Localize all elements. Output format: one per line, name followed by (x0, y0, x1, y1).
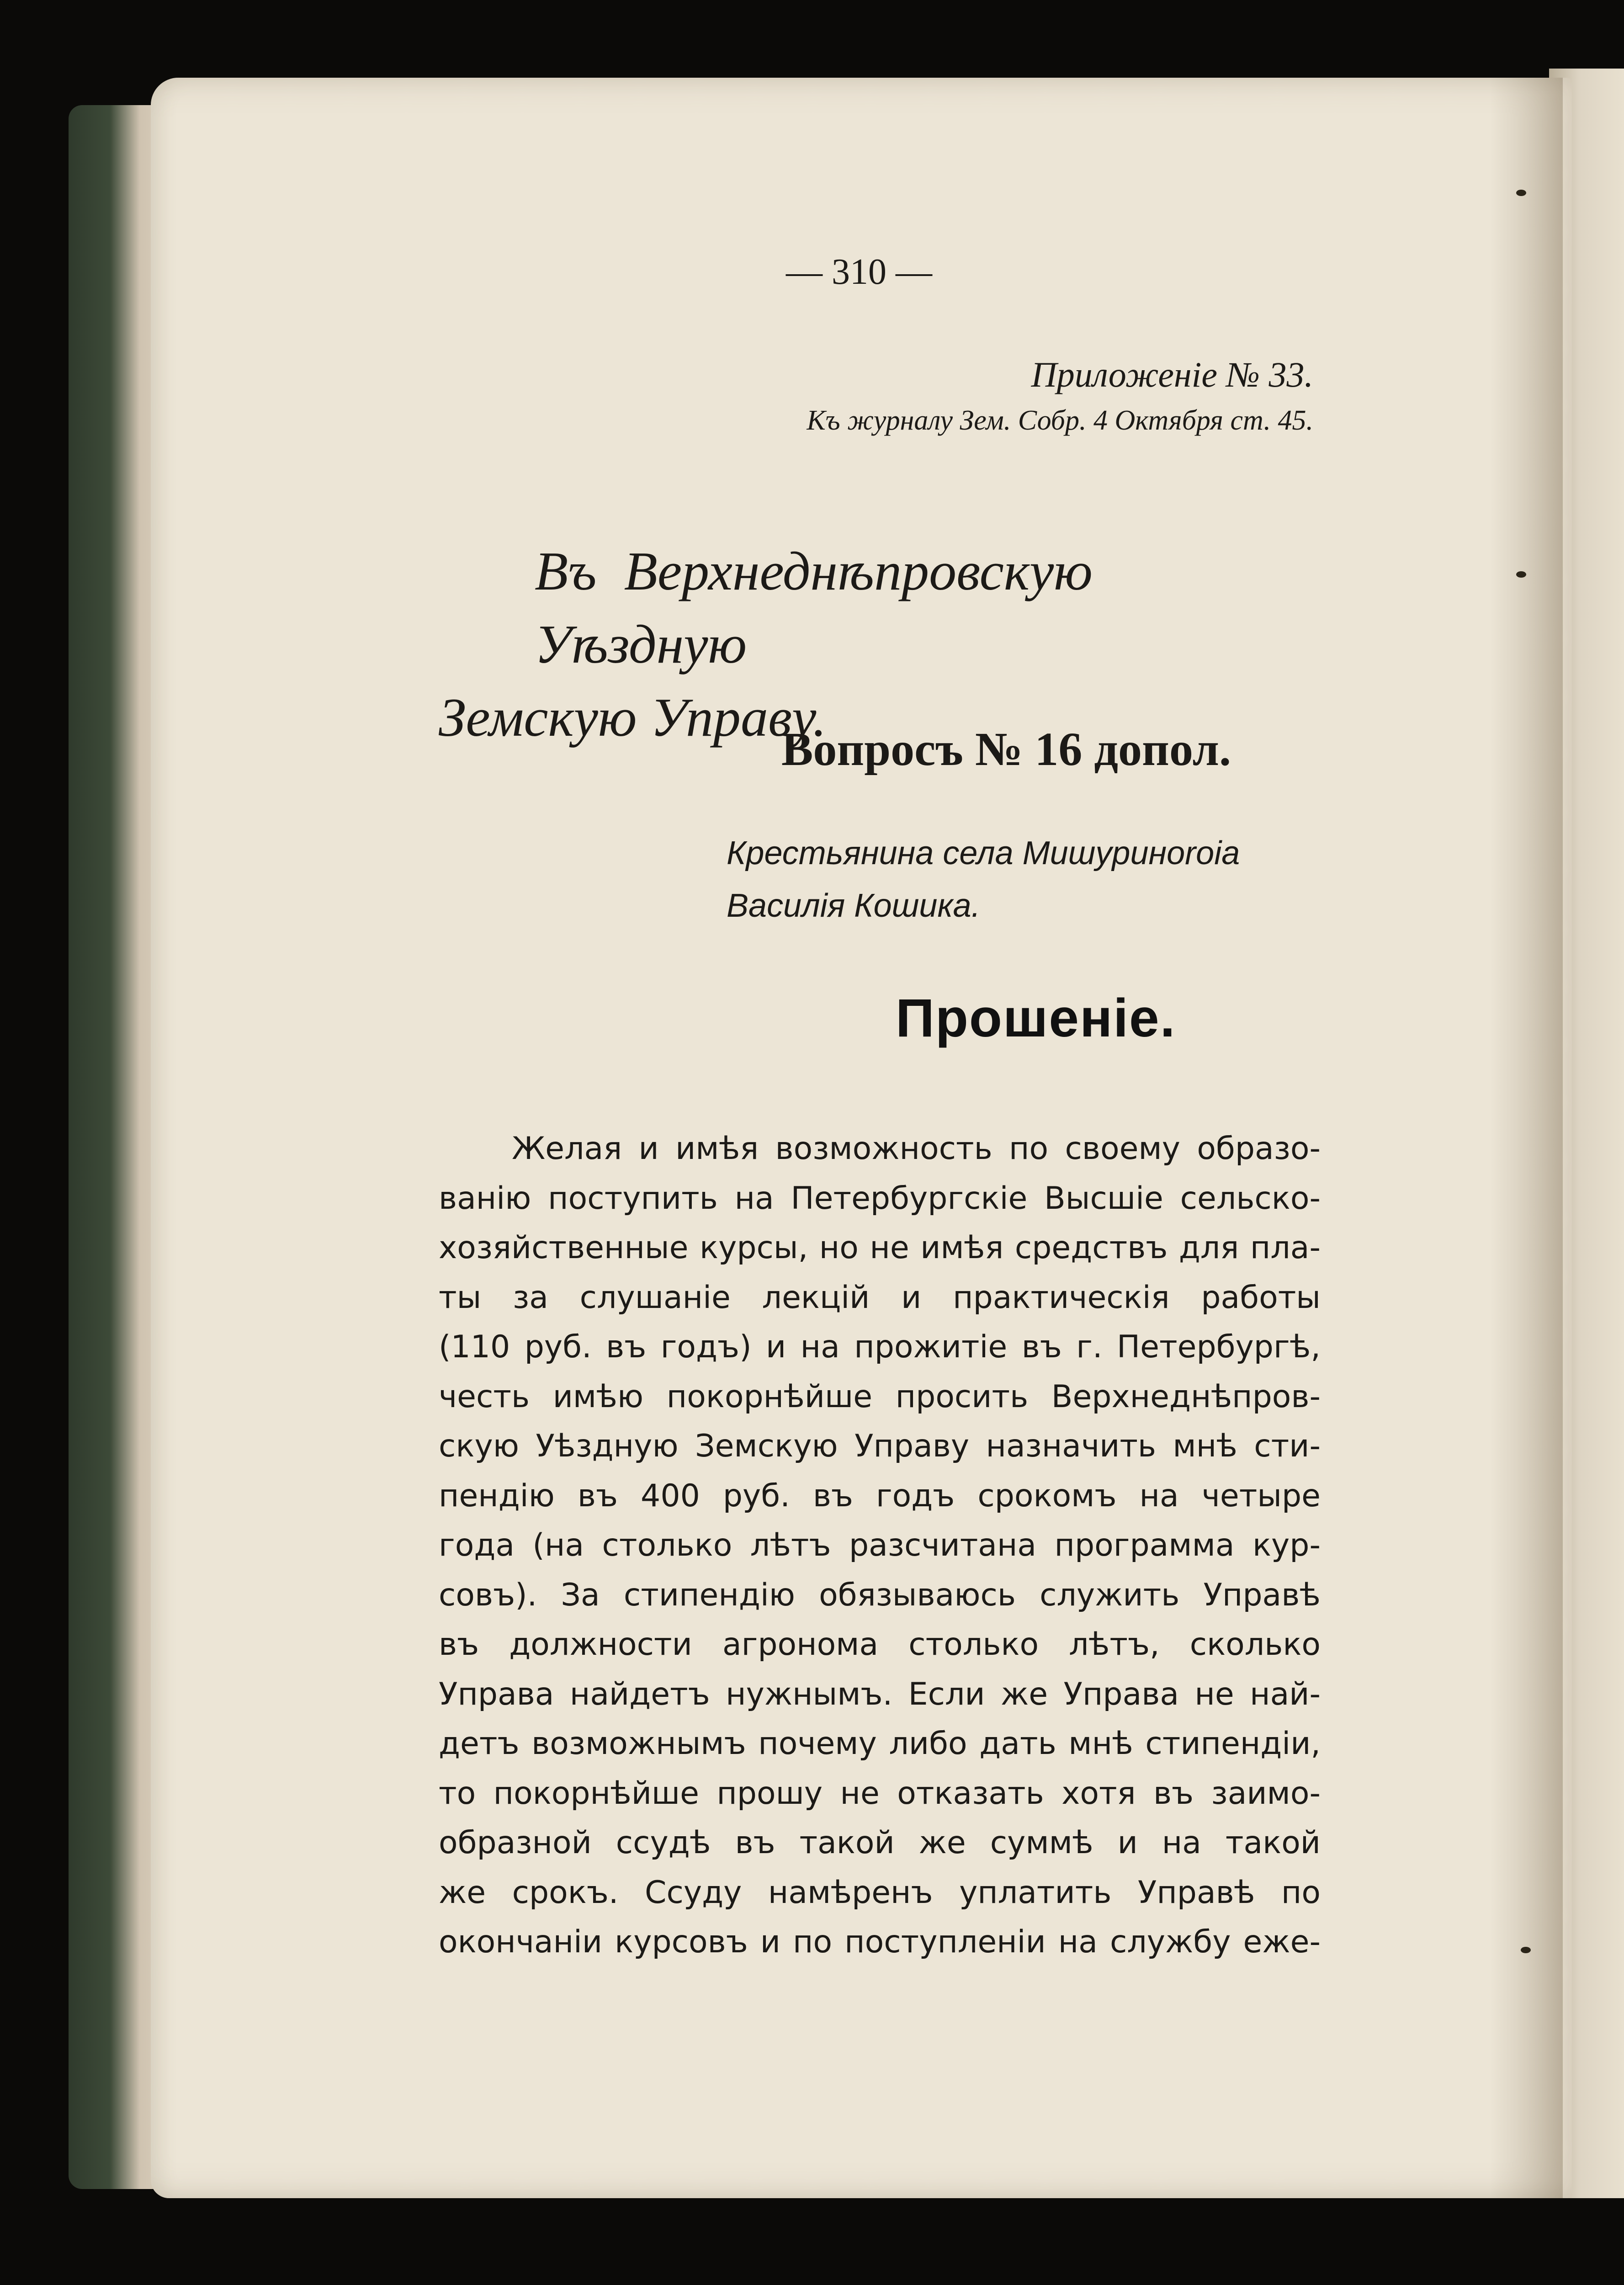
appendix-number: Приложенiе № 33. (1031, 355, 1313, 394)
body-line: года (на столько лѣтъ разсчитана программа кур- (439, 1527, 1321, 1563)
binding-mark (1516, 190, 1526, 196)
addressee-line-2: Земскую Управу. (439, 687, 827, 748)
page-number: — 310 — (786, 252, 932, 292)
body-line: честь имѣю покорнѣйше просить Верхнеднѣпров- (439, 1378, 1321, 1415)
gutter-shadow (1490, 78, 1563, 2198)
petitioner-line-1: Крестьянина села Мишуриноrоiа (727, 835, 1240, 871)
petitioner-line-2: Василiя Кошика. (727, 887, 981, 924)
body-line: Управа найдетъ нужнымъ. Если же Управа не най- (439, 1676, 1321, 1712)
journal-reference: Къ журналу Зем. Собр. 4 Октября ст. 45. (807, 405, 1313, 436)
body-line: образной ссудѣ въ такой же суммѣ и на такой (439, 1825, 1321, 1861)
body-line: ванiю поступить на Петербургскiе Высшiе сельско- (439, 1180, 1321, 1217)
body-line: скую Уѣздную Земскую Управу назначить мнѣ сти- (439, 1428, 1321, 1464)
addressee (439, 535, 1307, 754)
body-line: детъ возможнымъ почему либо дать мнѣ стипендiи, (439, 1726, 1321, 1762)
petitioner (727, 827, 1240, 932)
body-line: то покорнѣйше прошу не отказать хотя въ заимо- (439, 1775, 1321, 1812)
petition-body (439, 1124, 1321, 1967)
document-title: Прошенiе. (896, 988, 1176, 1048)
binding-mark (1516, 571, 1526, 578)
binding-mark (1521, 1947, 1531, 1953)
question-heading: Вопросъ № 16 допол. (781, 723, 1231, 776)
body-line: ты за слушанiе лекцiй и практическiя работы (439, 1279, 1321, 1316)
body-line: совъ). За стипендiю обязываюсь служить Управѣ (439, 1577, 1321, 1613)
body-line: (110 руб. въ годъ) и на прожитiе въ г. Петербургѣ, (439, 1329, 1321, 1365)
body-line: же срокъ. Ссуду намѣренъ уплатить Управѣ по (439, 1874, 1321, 1911)
body-line: хозяйственные курсы, но не имѣя средствъ для пла- (439, 1230, 1321, 1266)
body-line: пендiю въ 400 руб. въ годъ срокомъ на четыре (439, 1477, 1321, 1514)
body-line: окончанiи курсовъ и по поступленiи на службу еже- (439, 1924, 1321, 1960)
appendix-reference (807, 352, 1313, 443)
addressee-line-1: Въ Верхнеднѣпровскую Уѣздную (535, 541, 1093, 675)
body-line: въ должности агронома столько лѣтъ, сколько (439, 1626, 1321, 1663)
body-line: Желая и имѣя возможность по своему образо- (512, 1131, 1321, 1167)
